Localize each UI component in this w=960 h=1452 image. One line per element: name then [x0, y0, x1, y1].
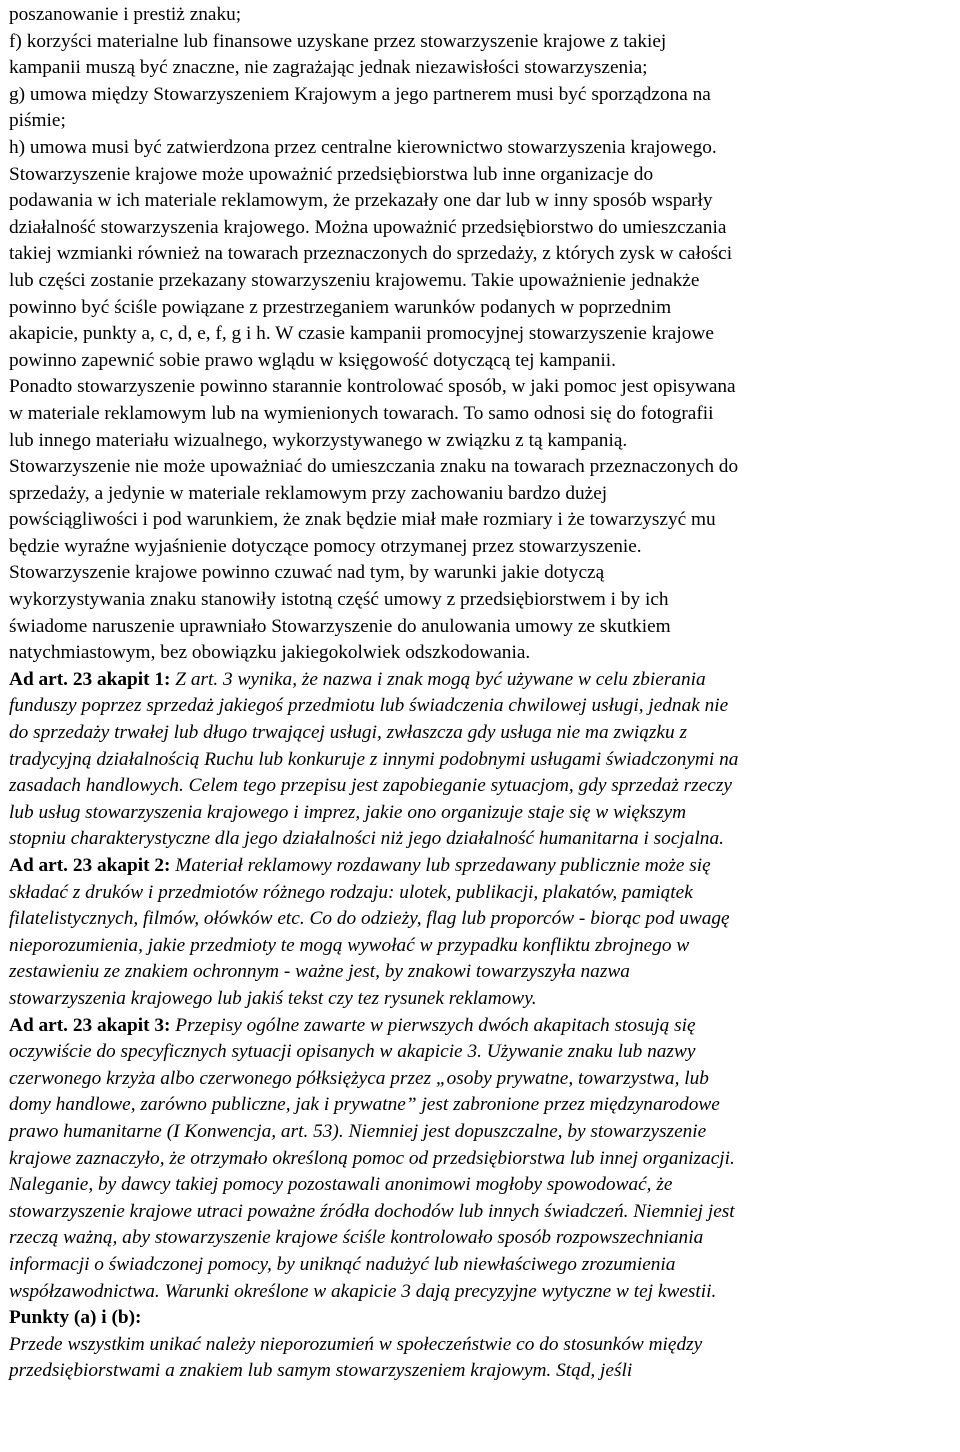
bold-heading-text: Ad art. 23 akapit 3: — [9, 1014, 176, 1036]
text-line — [9, 826, 951, 853]
text-line — [9, 720, 951, 747]
italic-text: stopniu charakterystyczne dla jego działalności niż jego działalność humanitarna i socjalna. — [9, 828, 724, 850]
text-line — [9, 1013, 951, 1040]
text-line — [9, 507, 951, 534]
text-span: Stowarzyszenie krajowe może upoważnić przedsiębiorstwa lub inne organizacje do — [9, 163, 654, 185]
text-span: podawania w ich materiale reklamowym, że przekazały one dar lub w inny sposób wsparły — [9, 190, 713, 212]
bold-heading-text: Ad art. 23 akapit 2: — [9, 855, 176, 876]
text-line — [9, 640, 951, 667]
text-line — [9, 1358, 951, 1385]
text-span: natychmiastowym, bez obowiązku jakiegokolwiek odszkodowania. — [9, 642, 531, 664]
italic-text: informacji o świadczonej pomocy, by uniknąć nadużyć lub niewłaściwego zrozumienia — [9, 1253, 676, 1275]
italic-text: składać z druków i przedmiotów różnego rodzaju: ulotek, publikacji, plakatów, pamiątek — [9, 881, 693, 903]
document-page — [9, 2, 955, 1385]
text-line — [9, 374, 951, 401]
text-line — [9, 1252, 951, 1279]
text-line — [9, 1279, 951, 1306]
text-span: f) korzyści materialne lub finansowe uzyskane przez stowarzyszenie krajowe z takiej — [9, 30, 667, 52]
italic-text: krajowe zaznaczyło, że otrzymało określoną pomoc od przedsiębiorstwa lub innej organizacji. — [9, 1147, 735, 1169]
italic-text: Przepisy ogólne zawarte w pierwszych dwóch akapitach stosują się — [175, 1014, 696, 1036]
italic-text: prawo humanitarne (I Konwencja, art. 53). Niemniej jest dopuszczalne, by stowarzyszenie — [9, 1120, 707, 1142]
italic-text: domy handlowe, zarówno publiczne, jak i prywatne” jest zabronione przez międzynarodowe — [9, 1094, 720, 1116]
italic-text: Naleganie, by dawcy takiej pomocy pozostawali anonimowi mogłoby spowodować, że — [9, 1174, 673, 1196]
italic-text: rzeczą ważną, aby stowarzyszenie krajowe ściśle kontrolowało sposób rozpowszechniania — [9, 1227, 704, 1249]
text-line — [9, 55, 951, 82]
text-span: lub części zostanie przekazany stowarzyszeniu krajowemu. Takie upoważnienie jednakże — [9, 269, 700, 291]
italic-text: lub usług stowarzyszenia krajowego i imprez, jakie ono organizuje staje się w większym — [9, 801, 687, 823]
text-span: g) umowa między Stowarzyszeniem Krajowym a jego partnerem musi być sporządzona na — [9, 83, 711, 105]
text-span: takiej wzmianki również na towarach przeznaczonych do sprzedaży, z których zysk w całości — [9, 243, 733, 265]
text-span: h) umowa musi być zatwierdzona przez centralne kierownictwo stowarzyszenia krajowego. — [9, 136, 717, 158]
text-span: sprzedaży, a jedynie w materiale reklamowym przy zachowaniu bardzo dużej — [9, 482, 608, 504]
text-line — [9, 215, 951, 242]
text-line — [9, 933, 951, 960]
bold-heading-text: Punkty (a) i (b): — [9, 1307, 142, 1329]
text-span: powinno być ściśle powiązane z przestrzeganiem warunków podanych w poprzednim — [9, 296, 672, 318]
text-line — [9, 188, 951, 215]
text-span: powściągliwości i pod warunkiem, że znak będzie miał małe rozmiary i że towarzyszyć mu — [9, 509, 716, 531]
italic-text: tradycyjną działalnością Ruchu lub konkuruje z innymi podobnymi usługami świadczonymi na — [9, 748, 739, 770]
text-span: Ponadto stowarzyszenie powinno starannie kontrolować sposób, w jaki pomoc jest opisywana — [9, 376, 736, 398]
text-line — [9, 1225, 951, 1252]
text-line — [9, 747, 951, 774]
text-span: kampanii muszą być znaczne, nie zagrażając jednak niezawisłości stowarzyszenia; — [9, 57, 648, 79]
text-span: poszanowanie i prestiż znaku; — [9, 4, 242, 25]
text-line — [9, 1199, 951, 1226]
italic-text: nieporozumienia, jakie przedmioty te mogą wywołać w przypadku konfliktu zbrojnego w — [9, 934, 690, 956]
text-line — [9, 1066, 951, 1093]
text-span: będzie wyraźne wyjaśnienie dotyczące pomocy otrzymanej przez stowarzyszenie. — [9, 535, 642, 557]
text-line — [9, 880, 951, 907]
text-span: świadome naruszenie uprawniało Stowarzyszenie do anulowania umowy ze skutkiem — [9, 615, 671, 637]
text-line — [9, 401, 951, 428]
text-span: akapicie, punkty a, c, d, e, f, g i h. W czasie kampanii promocyjnej stowarzyszenie krajowe — [9, 323, 714, 345]
text-line — [9, 1039, 951, 1066]
text-line — [9, 162, 951, 189]
text-line — [9, 587, 951, 614]
italic-text: stowarzyszenie krajowe utraci poważne źródła dochodów lub innych świadczeń. Niemniej jest — [9, 1200, 735, 1222]
text-line — [9, 693, 951, 720]
text-line — [9, 773, 951, 800]
text-line — [9, 1146, 951, 1173]
italic-text: czerwonego krzyża albo czerwonego półksiężyca przez „osoby prywatne, towarzystwa, lub — [9, 1067, 709, 1089]
italic-text: oczywiście do specyficznych sytuacji opisanych w akapicie 3. Używanie znaku lub nazwy — [9, 1041, 696, 1063]
text-line — [9, 1092, 951, 1119]
text-line — [9, 481, 951, 508]
text-span: działalność stowarzyszenia krajowego. Można upoważnić przedsiębiorstwo do umieszczania — [9, 216, 727, 238]
text-line — [9, 241, 951, 268]
text-line — [9, 108, 951, 135]
text-line — [9, 560, 951, 587]
text-line — [9, 667, 951, 694]
bold-heading-text: Ad art. 23 akapit 1: — [9, 668, 176, 690]
text-span: Stowarzyszenie nie może upoważniać do umieszczania znaku na towarach przeznaczonych do — [9, 456, 739, 478]
text-line — [9, 986, 951, 1013]
italic-text: do sprzedaży trwałej lub długo trwającej usługi, zwłaszcza gdy usługa nie ma związku z — [9, 722, 687, 744]
text-line — [9, 428, 951, 455]
italic-text: stowarzyszenia krajowego lub jakiś tekst czy tez rysunek reklamowy. — [9, 987, 537, 1009]
italic-text: Materiał reklamowy rozdawany lub sprzedawany publicznie może się — [175, 855, 711, 876]
text-line — [9, 1172, 951, 1199]
text-span: piśmie; — [9, 110, 66, 132]
text-line — [9, 2, 951, 29]
italic-text: przedsiębiorstwami a znakiem lub samym stowarzyszeniem krajowym. Stąd, jeśli — [9, 1360, 633, 1382]
text-span: lub innego materiału wizualnego, wykorzystywanego w związku z tą kampanią. — [9, 429, 628, 451]
text-line — [9, 959, 951, 986]
text-line — [9, 268, 951, 295]
text-span: wykorzystywania znaku stanowiły istotną część umowy z przedsiębiorstwem i by ich — [9, 589, 669, 611]
italic-text: zestawieniu ze znakiem ochronnym - ważne jest, by znakowi towarzyszyła nazwa — [9, 961, 630, 983]
italic-text: zasadach handlowych. Celem tego przepisu jest zapobieganie sytuacjom, gdy sprzedaż rzeczy — [9, 775, 732, 797]
text-span: powinno zapewnić sobie prawo wglądu w księgowość dotyczącą tej kampanii. — [9, 349, 616, 371]
text-line — [9, 29, 951, 56]
italic-text: Przede wszystkim unikać należy nieporozumień w społeczeństwie co do stosunków między — [9, 1333, 703, 1355]
italic-text: funduszy poprzez sprzedaż jakiegoś przedmiotu lub świadczenia chwilowej usługi, jednak nie — [9, 695, 729, 717]
text-line — [9, 348, 951, 375]
text-line — [9, 135, 951, 162]
text-line — [9, 1332, 951, 1359]
text-line — [9, 906, 951, 933]
text-line — [9, 321, 951, 348]
italic-text: filatelistycznych, filmów, ołówków etc. Co do odzieży, flag lub proporców - biorąc pod uwagę — [9, 908, 730, 930]
text-span: w materiale reklamowym lub na wymienionych towarach. To samo odnosi się do fotografii — [9, 402, 714, 424]
text-span: Stowarzyszenie krajowe powinno czuwać nad tym, by warunki jakie dotyczą — [9, 562, 605, 584]
text-line — [9, 1305, 951, 1332]
italic-text: Z art. 3 wynika, że nazwa i znak mogą być używane w celu zbierania — [175, 668, 706, 690]
text-line — [9, 800, 951, 827]
text-line — [9, 614, 951, 641]
text-line — [9, 454, 951, 481]
text-line — [9, 853, 951, 880]
italic-text: współzawodnictwa. Warunki określone w akapicie 3 dają precyzyjne wytyczne w tej kwestii. — [9, 1280, 717, 1302]
text-line — [9, 82, 951, 109]
text-line — [9, 295, 951, 322]
text-line — [9, 534, 951, 561]
text-line — [9, 1119, 951, 1146]
